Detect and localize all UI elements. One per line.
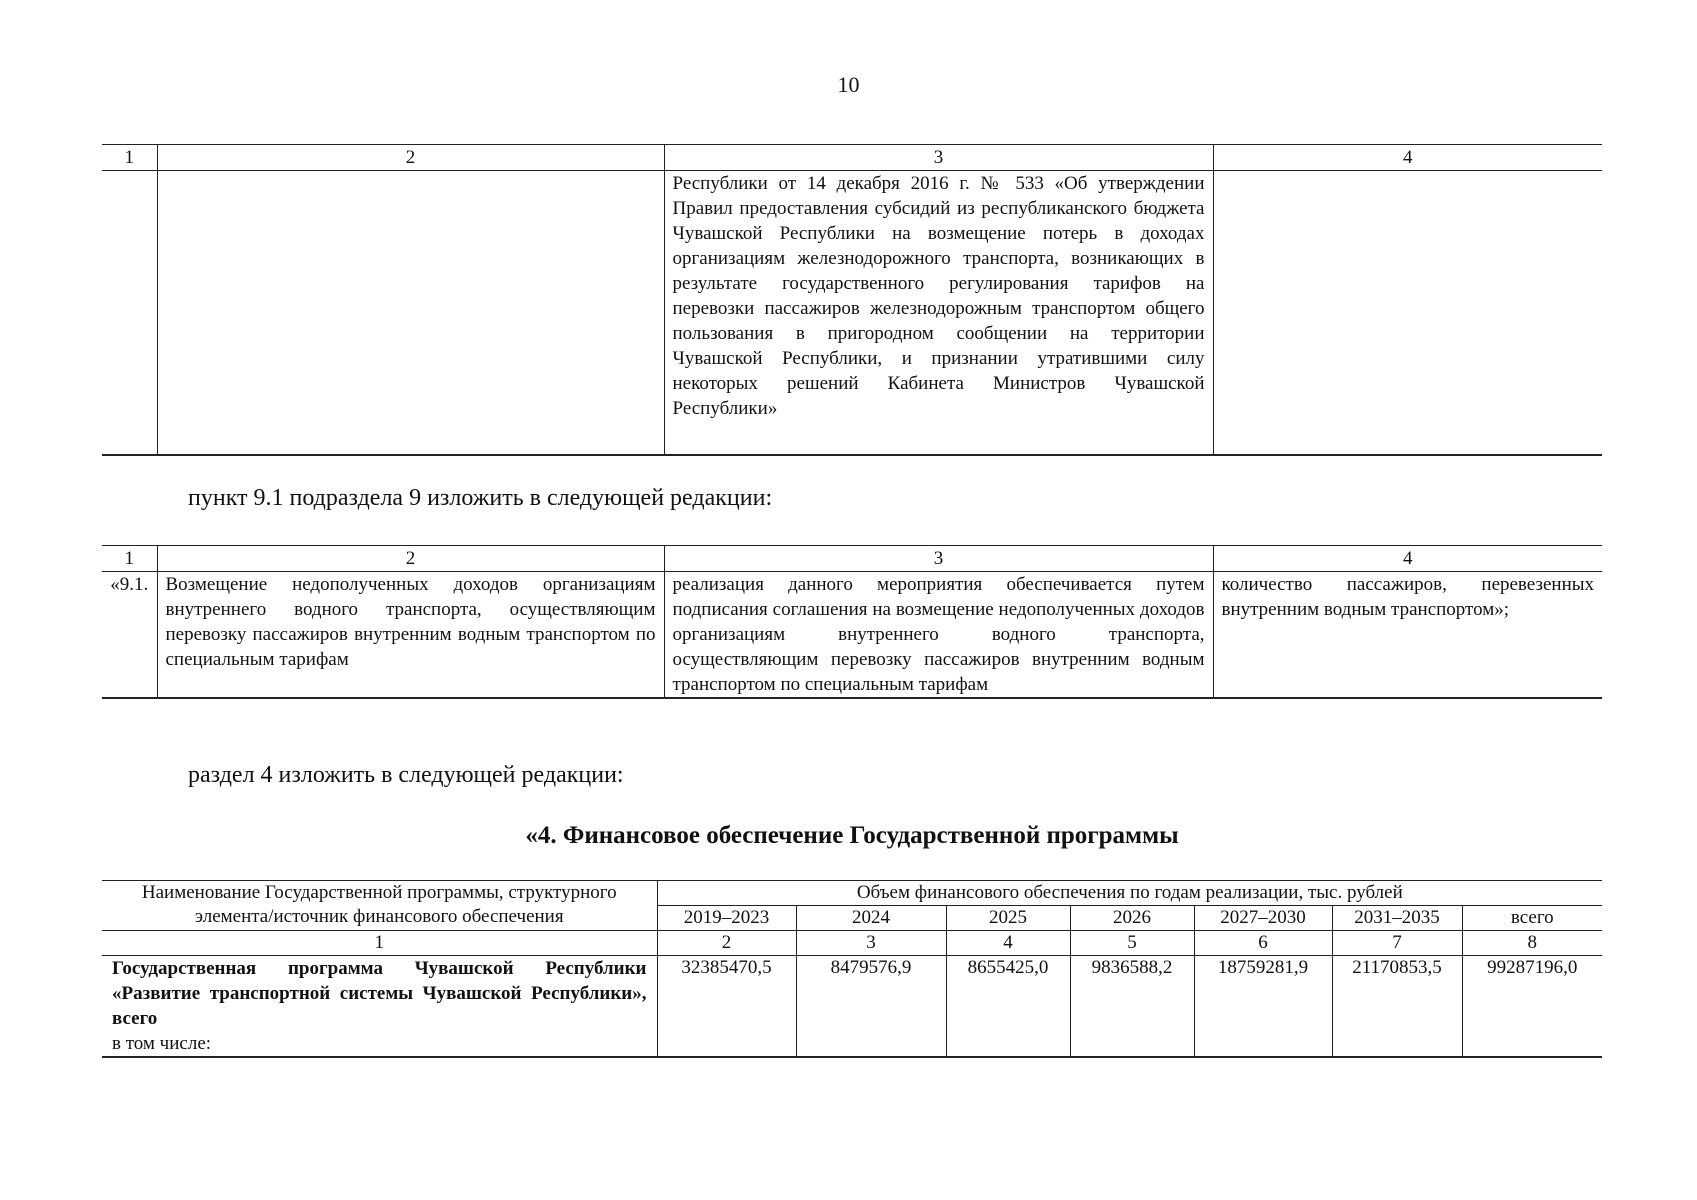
year-header: 2025 bbox=[946, 906, 1070, 931]
header-cell: 3 bbox=[664, 145, 1213, 171]
program-name-cell bbox=[102, 956, 657, 1058]
header-cell: 1 bbox=[102, 546, 157, 572]
column-number: 4 bbox=[946, 931, 1070, 956]
program-name: Государственная программа Чувашской Республики «Развитие транспортной системы Чувашской Республики», всего bbox=[112, 958, 647, 1029]
name-header: Наименование Государственной программы, структурного элемента/источник финансового обеспечения bbox=[102, 881, 657, 931]
value-cell: 99287196,0 bbox=[1462, 956, 1602, 1058]
column-number: 3 bbox=[796, 931, 946, 956]
amendment-table bbox=[102, 545, 1602, 699]
table-header-row bbox=[102, 881, 1602, 906]
header-cell: 2 bbox=[157, 145, 664, 171]
value-cell: 21170853,5 bbox=[1332, 956, 1462, 1058]
year-header: 2026 bbox=[1070, 906, 1194, 931]
value-cell: 8655425,0 bbox=[946, 956, 1070, 1058]
volume-header: Объем финансового обеспечения по годам реализации, тыс. рублей bbox=[657, 881, 1602, 906]
section-heading: «4. Финансовое обеспечение Государственной программы bbox=[525, 822, 1179, 849]
year-header: 2024 bbox=[796, 906, 946, 931]
instruction-paragraph: пункт 9.1 подраздела 9 изложить в следующей редакции: bbox=[188, 485, 773, 511]
financing-table bbox=[102, 880, 1602, 1058]
program-subtitle: в том числе: bbox=[112, 1033, 212, 1054]
column-number: 1 bbox=[102, 931, 657, 956]
table-cell bbox=[102, 171, 157, 455]
header-cell: 4 bbox=[1213, 546, 1602, 572]
measure-name: Возмещение недополученных доходов организациям внутреннего водного транспорта, осуществляющим перевозку пассажиров внутренним водным транспортом по специальным тарифам bbox=[157, 572, 664, 699]
instruction-paragraph: раздел 4 изложить в следующей редакции: bbox=[188, 762, 624, 788]
year-header: 2027–2030 bbox=[1194, 906, 1332, 931]
value-cell: 9836588,2 bbox=[1070, 956, 1194, 1058]
column-number: 7 bbox=[1332, 931, 1462, 956]
value-cell: 8479576,9 bbox=[796, 956, 946, 1058]
legal-reference-text: Республики от 14 декабря 2016 г. № 533 «Об утверждении Правил предоставления субсидий из республиканского бюджета Чувашской Республики на возмещение потерь в доходах организациям железнодорожного транспорта, возникающих в результате государственного регулирования тарифов на перевозки пассажиров железнодорожным транспортом общего пользования в пригородном сообщении на территории Чувашской Республики, и признании утратившими силу некоторых решений Кабинета Министров Чувашской Республики» bbox=[664, 171, 1213, 455]
value-cell: 32385470,5 bbox=[657, 956, 796, 1058]
column-number: 2 bbox=[657, 931, 796, 956]
table-header-row bbox=[102, 546, 1602, 572]
column-number: 8 bbox=[1462, 931, 1602, 956]
table-header-row bbox=[102, 145, 1602, 171]
item-number: «9.1. bbox=[102, 572, 157, 699]
measure-description: реализация данного мероприятия обеспечивается путем подписания соглашения на возмещение недополученных доходов организациям внутреннего водного транспорта, осуществляющим перевозку пассажиров внутренним водным транспортом по специальным тарифам bbox=[664, 572, 1213, 699]
column-number-row bbox=[102, 931, 1602, 956]
column-number: 6 bbox=[1194, 931, 1332, 956]
page-number: 10 bbox=[837, 72, 860, 97]
year-header: 2019–2023 bbox=[657, 906, 796, 931]
table-row bbox=[102, 171, 1602, 455]
header-cell: 3 bbox=[664, 546, 1213, 572]
year-header: 2031–2035 bbox=[1332, 906, 1462, 931]
header-cell: 1 bbox=[102, 145, 157, 171]
column-number: 5 bbox=[1070, 931, 1194, 956]
table-row bbox=[102, 956, 1602, 1058]
year-header: всего bbox=[1462, 906, 1602, 931]
amendment-table-continued bbox=[102, 144, 1602, 456]
table-cell bbox=[1213, 171, 1602, 455]
table-row bbox=[102, 572, 1602, 699]
header-cell: 2 bbox=[157, 546, 664, 572]
header-cell: 4 bbox=[1213, 145, 1602, 171]
table-cell bbox=[157, 171, 664, 455]
value-cell: 18759281,9 bbox=[1194, 956, 1332, 1058]
measure-indicator: количество пассажиров, перевезенных внутренним водным транспортом»; bbox=[1213, 572, 1602, 699]
